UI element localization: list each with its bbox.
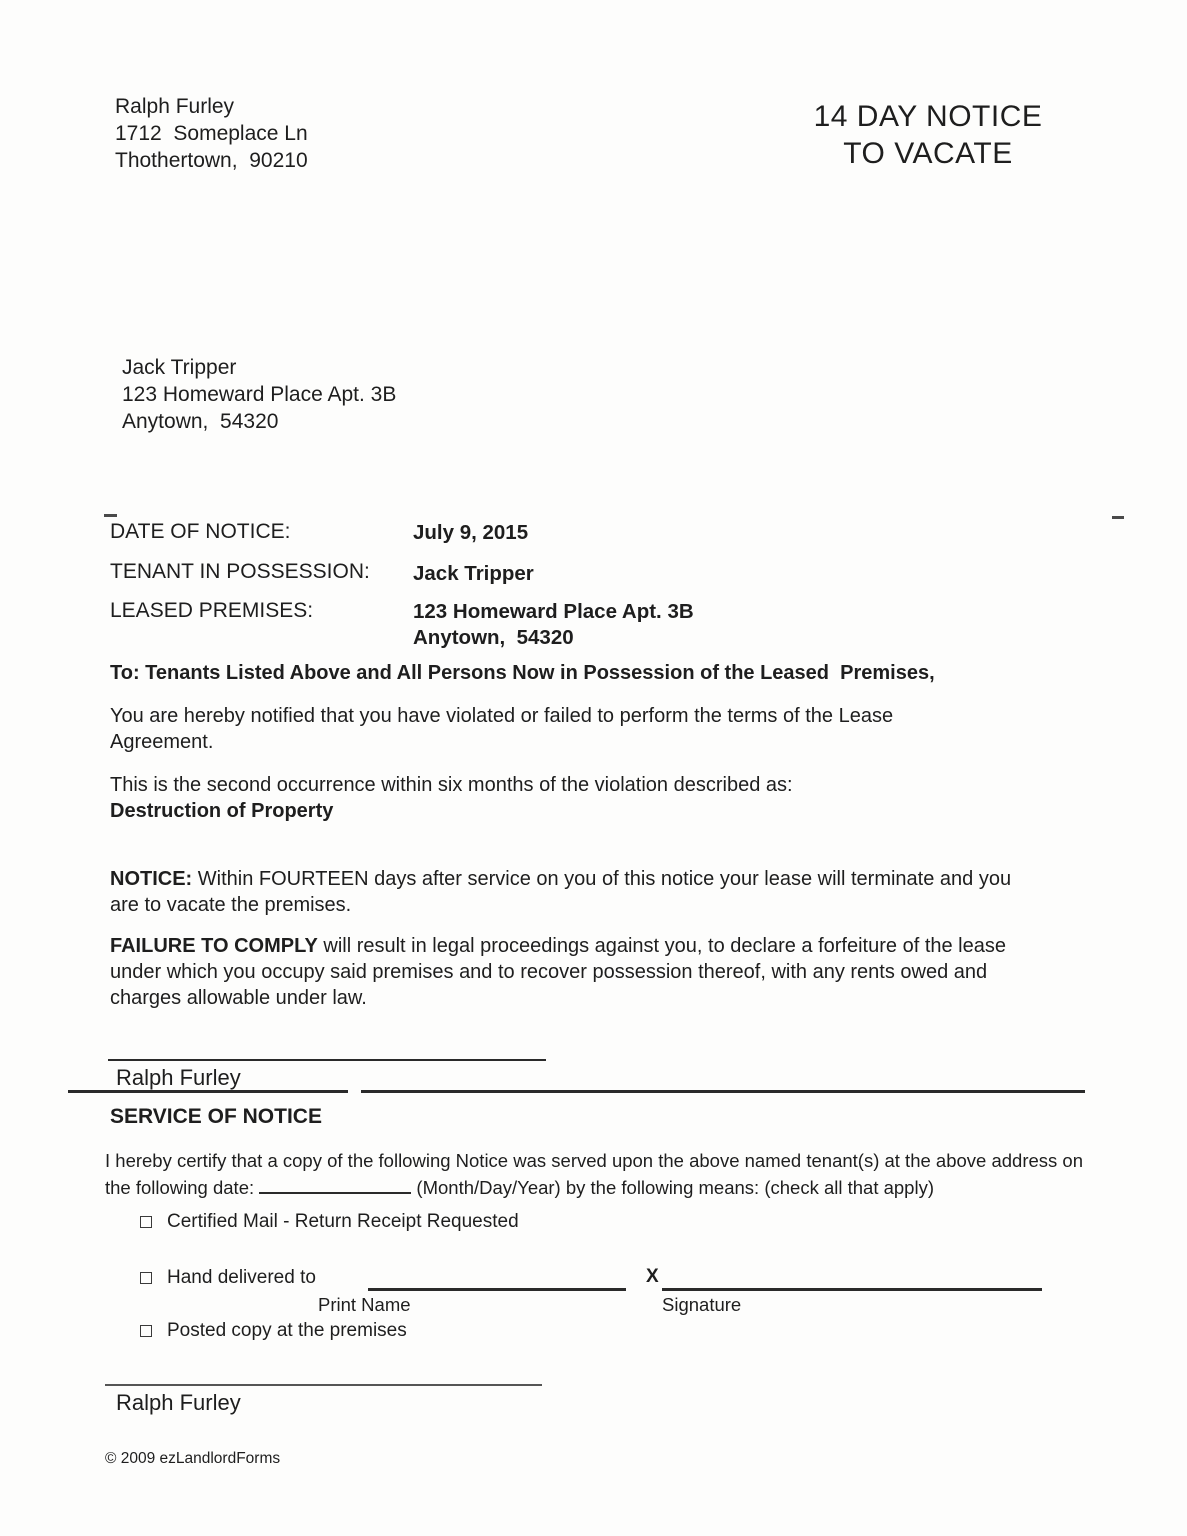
scan-artifact-dash-right — [1112, 516, 1124, 519]
failure-paragraph — [110, 933, 1060, 1011]
print-name-caption: Print Name — [318, 1294, 411, 1315]
copyright-text: © 2009 ezLandlordForms — [105, 1450, 281, 1467]
tenant-address-line2: Anytown, 54320 — [122, 410, 279, 433]
violation-notified-paragraph: You are hereby notified that you have violated or failed to perform the terms of the Lease Agreement. — [110, 705, 894, 753]
posted-copy-label: Posted copy at the premises — [167, 1320, 407, 1341]
tenant-address-block — [122, 354, 396, 435]
date-of-notice-value: July 9, 2015 — [413, 521, 529, 544]
certified-mail-checkbox[interactable] — [140, 1216, 152, 1228]
signature-caption: Signature — [662, 1294, 742, 1315]
print-name-blank[interactable] — [368, 1288, 626, 1291]
tenant-in-possession-label: TENANT IN POSSESSION: — [110, 560, 370, 583]
scan-artifact-dash-left — [104, 514, 117, 517]
signature-x-label: X — [646, 1266, 659, 1287]
footer-landlord-name: Ralph Furley — [116, 1390, 241, 1415]
occurrence-text: This is the second occurrence within six months of the violation described as: — [110, 774, 793, 796]
hand-delivered-label: Hand delivered to — [167, 1267, 316, 1288]
leased-premises-line2: Anytown, 54320 — [413, 626, 574, 649]
document-title-line2: TO VACATE — [843, 137, 1013, 170]
signature-blank[interactable] — [662, 1288, 1042, 1291]
occurrence-paragraph — [110, 772, 1070, 824]
certified-mail-label: Certified Mail - Return Receipt Requested — [167, 1211, 519, 1232]
landlord-signature-name: Ralph Furley — [116, 1065, 241, 1090]
document-title — [800, 98, 1056, 172]
tenant-address-line1: 123 Homeward Place Apt. 3B — [122, 383, 397, 406]
landlord-address-line2: Thothertown, 90210 — [115, 149, 308, 172]
hand-delivered-checkbox[interactable] — [140, 1272, 152, 1284]
leased-premises-label: LEASED PREMISES: — [110, 599, 314, 622]
footer-signature-line[interactable] — [105, 1384, 542, 1386]
date-of-notice-label: DATE OF NOTICE: — [110, 520, 291, 543]
failure-label: FAILURE TO COMPLY — [110, 935, 318, 957]
landlord-name: Ralph Furley — [115, 95, 235, 118]
notice-label: NOTICE: — [110, 868, 193, 890]
service-date-blank[interactable] — [259, 1177, 411, 1194]
certify-paragraph — [105, 1147, 1085, 1201]
section-divider-left — [68, 1090, 348, 1093]
tenant-name: Jack Tripper — [122, 356, 237, 379]
landlord-address-line1: 1712 Someplace Ln — [115, 122, 308, 145]
section-divider-right — [361, 1090, 1085, 1093]
landlord-address-block — [115, 93, 308, 174]
leased-premises-line1: 123 Homeward Place Apt. 3B — [413, 600, 694, 623]
certify-text-part2: (Month/Day/Year) by the following means: (check all that apply) — [411, 1177, 934, 1198]
violation-name: Destruction of Property — [110, 800, 334, 822]
posted-copy-checkbox[interactable] — [140, 1325, 152, 1337]
document-title-line1: 14 DAY NOTICE — [813, 100, 1043, 133]
notice-text: Within FOURTEEN days after service on you of this notice your lease will terminate and you are to vacate the premises. — [110, 868, 1017, 916]
notice-paragraph — [110, 866, 1040, 918]
tenant-in-possession-value: Jack Tripper — [413, 562, 534, 585]
failure-text: will result in legal proceedings against you, to declare a forfeiture of the lease under which you occupy said premises and to recover possession thereof, with any rents owed and charges allowable under law. — [110, 935, 1012, 1009]
service-of-notice-heading: SERVICE OF NOTICE — [110, 1105, 322, 1128]
landlord-signature-line[interactable] — [108, 1059, 546, 1061]
leased-premises-value — [413, 599, 694, 651]
to-tenants-line: To: Tenants Listed Above and All Persons Now in Possession of the Leased Premises, — [110, 662, 935, 684]
certify-text-part1: I hereby certify that a copy of the following Notice was served upon the above named tenant(s) at the above address on the following date: — [105, 1150, 1083, 1198]
